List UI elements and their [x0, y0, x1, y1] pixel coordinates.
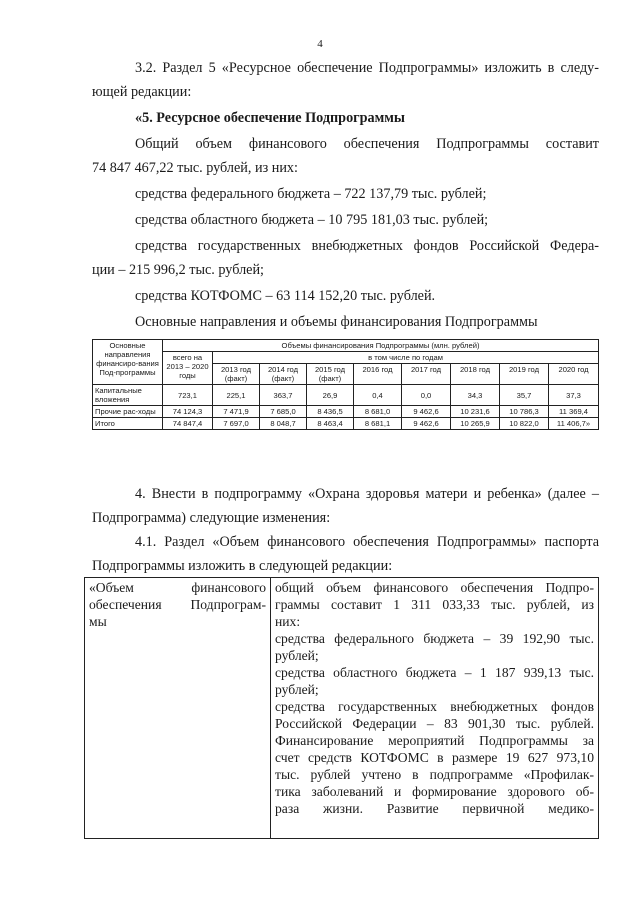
- table-year-header: 2017 год: [402, 364, 451, 385]
- page-number: 4: [317, 38, 323, 50]
- regional-budget-line: средства областного бюджета – 10 795 181,03 тыс. рублей;: [135, 212, 489, 228]
- passport-right-line: средства федерального бюджета – 39 192,90 тыс.: [275, 631, 594, 646]
- table-row: [93, 385, 599, 406]
- table-header-volumes: Объемы финансирования Подпрограммы (млн. рублей): [163, 340, 599, 352]
- table-cell: 8 681,1: [354, 418, 402, 430]
- table-cell: 7 471,9: [213, 406, 260, 418]
- table-header-directions: Основные направления финансиро-вания Под-программы: [93, 340, 163, 385]
- table-header-by-years: в том числе по годам: [213, 352, 599, 364]
- item-4-1-line1: 4.1. Раздел «Объем финансового обеспечения Подпрограммы» паспорта: [135, 534, 599, 550]
- passport-right-line: рублей;: [275, 682, 319, 697]
- table-cell: 8 436,5: [307, 406, 354, 418]
- row-label: Капитальные вложения: [93, 385, 163, 406]
- table-header-total: всего на 2013 – 2020 годы: [163, 352, 213, 385]
- passport-right-line: рублей;: [275, 648, 319, 663]
- table-caption: Основные направления и объемы финансирования Подпрограммы: [135, 314, 538, 330]
- row-total: 74 124,3: [163, 406, 213, 418]
- paragraph-3-2-line1: 3.2. Раздел 5 «Ресурсное обеспечение Подпрограммы» изложить в следу-: [135, 60, 599, 76]
- passport-table: [84, 577, 599, 839]
- table-year-header: 2013 год (факт): [213, 364, 260, 385]
- paragraph-3-2-line2: ющей редакции:: [92, 84, 192, 100]
- passport-right-line: тыс. рублей учтено в подпрограмме «Профилак-: [275, 767, 594, 782]
- item-4-line2: Подпрограмма) следующие изменения:: [92, 510, 331, 526]
- total-volume-line2: 74 847 467,22 тыс. рублей, из них:: [92, 160, 298, 176]
- passport-right-line: граммы составит 1 311 033,33 тыс. рублей, из: [275, 597, 594, 612]
- table-year-header: 2018 год: [451, 364, 500, 385]
- row-total: 723,1: [163, 385, 213, 406]
- passport-right-line: общий объем финансового обеспечения Подпро-: [275, 580, 594, 595]
- table-cell: 0,4: [354, 385, 402, 406]
- passport-right-cell: [271, 578, 599, 839]
- table-row: [93, 406, 599, 418]
- row-total: 74 847,4: [163, 418, 213, 430]
- table-cell: 10 822,0: [500, 418, 549, 430]
- financing-table: [92, 339, 599, 430]
- passport-right-line: средства областного бюджета – 1 187 939,13 тыс.: [275, 665, 594, 680]
- table-year-header: 2015 год (факт): [307, 364, 354, 385]
- table-cell: 9 462,6: [402, 406, 451, 418]
- passport-left-cell: [85, 578, 271, 839]
- item-4-1-line2: Подпрограммы изложить в следующей редакции:: [92, 558, 393, 574]
- passport-right-line: Финансирование мероприятий Подпрограммы за: [275, 733, 594, 748]
- table-cell: 8 048,7: [260, 418, 307, 430]
- kotfoms-line: средства КОТФОМС – 63 114 152,20 тыс. рублей.: [135, 288, 436, 304]
- table-cell: 7 685,0: [260, 406, 307, 418]
- extrabudget-funds-line1: средства государственных внебюджетных фондов Российской Федера-: [135, 238, 599, 254]
- passport-right-line: тика заболеваний и формирование здорового об-: [275, 784, 594, 799]
- row-label: Прочие рас-ходы: [93, 406, 163, 418]
- table-cell: 363,7: [260, 385, 307, 406]
- table-cell: 37,3: [549, 385, 599, 406]
- table-row: [93, 418, 599, 430]
- table-cell: 225,1: [213, 385, 260, 406]
- row-label: Итого: [93, 418, 163, 430]
- table-cell: 7 697,0: [213, 418, 260, 430]
- extrabudget-funds-line2: ции – 215 996,2 тыс. рублей;: [92, 262, 264, 278]
- table-cell: 34,3: [451, 385, 500, 406]
- table-year-header: 2014 год (факт): [260, 364, 307, 385]
- passport-left-line: мы: [89, 614, 107, 629]
- table-cell: 9 462,6: [402, 418, 451, 430]
- table-cell: 10 265,9: [451, 418, 500, 430]
- passport-left-line: обеспечения Подпрограм-: [89, 597, 266, 612]
- passport-right-line: них:: [275, 614, 301, 629]
- federal-budget-line: средства федерального бюджета – 722 137,79 тыс. рублей;: [135, 186, 487, 202]
- passport-right-line: Российской Федерации – 83 901,30 тыс. рублей.: [275, 716, 594, 731]
- table-cell: 35,7: [500, 385, 549, 406]
- total-volume-line1: Общий объем финансового обеспечения Подпрограммы составит: [135, 136, 599, 152]
- passport-right-line: счет средств КОТФОМС в размере 19 627 973,10: [275, 750, 594, 765]
- table-cell: 0,0: [402, 385, 451, 406]
- table-year-header: 2019 год: [500, 364, 549, 385]
- table-cell: 11 369,4: [549, 406, 599, 418]
- section-heading: «5. Ресурсное обеспечение Подпрограммы: [135, 110, 405, 126]
- table-cell: 26,9: [307, 385, 354, 406]
- table-year-header: 2016 год: [354, 364, 402, 385]
- table-cell: 11 406,7»: [549, 418, 599, 430]
- table-cell: 10 786,3: [500, 406, 549, 418]
- table-cell: 8 463,4: [307, 418, 354, 430]
- table-year-header: 2020 год: [549, 364, 599, 385]
- table-cell: 8 681,0: [354, 406, 402, 418]
- table-cell: 10 231,6: [451, 406, 500, 418]
- passport-right-line: средства государственных внебюджетных фондов: [275, 699, 594, 714]
- passport-right-line: раза жизни. Развитие первичной медико-: [275, 801, 594, 816]
- item-4-line1: 4. Внести в подпрограмму «Охрана здоровья матери и ребенка» (далее –: [135, 486, 599, 502]
- passport-left-line: «Объем финансового: [89, 580, 266, 595]
